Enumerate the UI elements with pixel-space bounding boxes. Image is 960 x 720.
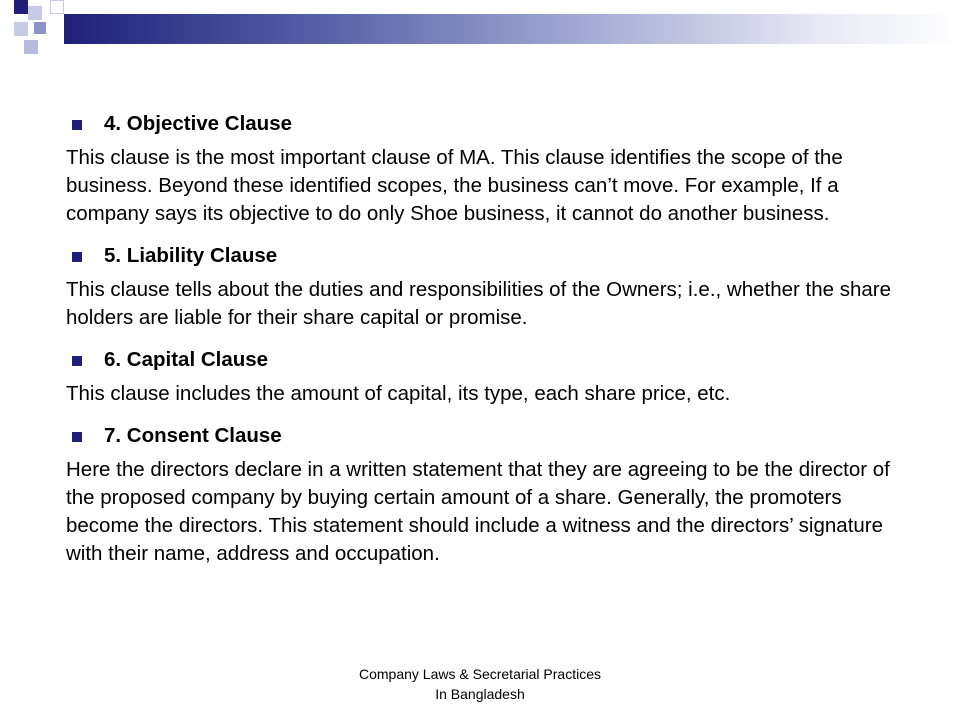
square-bullet-icon — [72, 432, 82, 442]
section-paragraph: This clause includes the amount of capital, its type, each share price, etc. — [66, 382, 731, 405]
decor-square — [24, 40, 38, 54]
footer-line-1: Company Laws & Secretarial Practices — [359, 666, 601, 682]
section-heading-text: 7. Consent Clause — [104, 424, 282, 447]
decor-square — [28, 6, 42, 20]
section-heading — [66, 242, 916, 270]
square-bullet-icon — [72, 356, 82, 366]
square-bullet-icon — [72, 120, 82, 130]
section-heading — [66, 346, 916, 374]
header-gradient-bar — [64, 14, 960, 44]
corner-squares — [0, 0, 70, 60]
section-heading-text: 6. Capital Clause — [104, 348, 269, 371]
section-paragraph: This clause is the most important clause of MA. This clause identifies the scope of the business. Beyond these identified scopes, the business can’t move. For example, If a company says its objective to do only Shoe business, it cannot do another business. — [66, 146, 843, 225]
decor-square — [14, 22, 28, 36]
decor-square — [50, 0, 64, 14]
section-heading — [66, 110, 916, 138]
section-paragraph: Here the directors declare in a written statement that they are agreeing to be the director of the proposed company by buying certain amount of a share. Generally, the promoters become the directors. This statement should include a witness and the directors’ signature with their name, address and occupation. — [66, 458, 890, 565]
decor-square — [14, 0, 28, 14]
slide-body — [66, 110, 916, 582]
section-paragraph: This clause tells about the duties and responsibilities of the Owners; i.e., whether the share holders are liable for their share capital or promise. — [66, 278, 892, 329]
section-heading-text: 5. Liability Clause — [104, 244, 278, 267]
section-heading-text: 4. Objective Clause — [104, 112, 293, 135]
square-bullet-icon — [72, 252, 82, 262]
footer-line-2: In Bangladesh — [435, 686, 525, 702]
decor-square — [34, 22, 46, 34]
slide-footer — [300, 664, 660, 704]
section-heading — [66, 422, 916, 450]
